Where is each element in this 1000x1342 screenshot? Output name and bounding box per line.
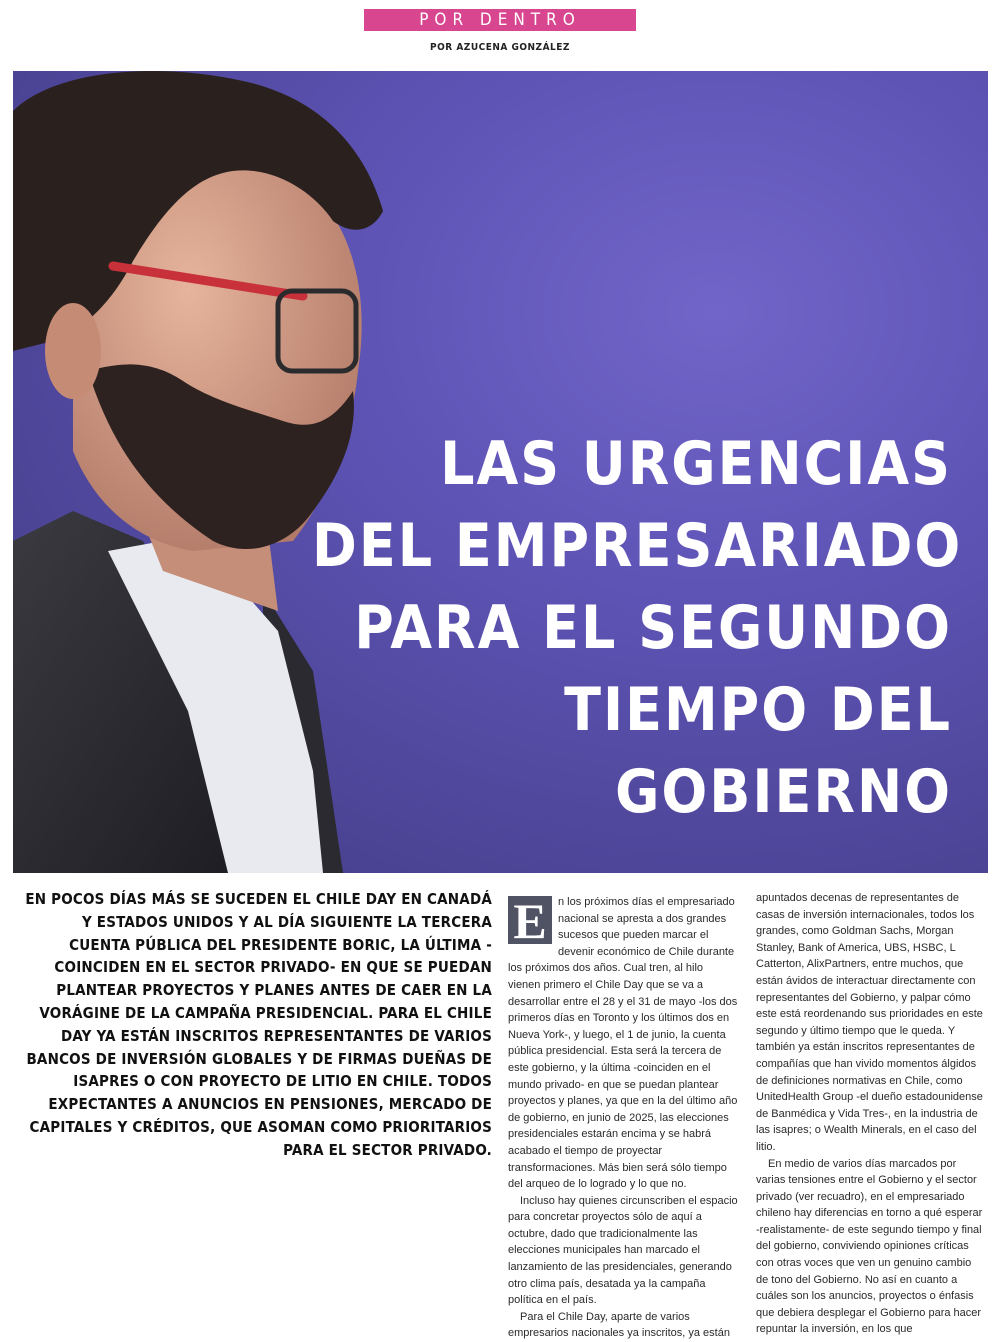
- section-tag: POR DENTRO: [364, 9, 636, 31]
- headline-line: DEL EMPRESARIADO: [312, 511, 963, 581]
- drop-cap: E: [508, 896, 552, 944]
- headline-line: TIEMPO DEL: [564, 675, 952, 745]
- hero-photo: [13, 71, 988, 873]
- byline: POR AZUCENA GONZÁLEZ: [430, 42, 570, 53]
- body-paragraph: En medio de varios días marcados por varias tensiones entre el Gobierno y el sector privado (ver recuadro), en el empresariado chileno hay diferencias en torno a qué esperar -realistamente- de este segundo tiempo y final del gobierno, conviviendo opiniones críticas con otras voces que ven un genuino cambio de tono del Gobierno. No así en cuanto a cuáles son los anuncios, proyectos o énfasis que debiera desplegar el Gobierno para hacer repuntar la inversión, en los que: [756, 1157, 983, 1336]
- body-paragraph: n los próximos días el empresariado nacional se apresta a dos grandes sucesos que pueden marcar el devenir económico de Chile durante los próximos dos años. Cual tren, al hilo vienen primero el Chile Day que se va a desarrollar entre el 28 y el 31 de mayo -los dos primeros días en Toronto y los últimos dos en Nueva York-, y luego, el 1 de junio, la cuenta pública presidencial. Esta será la tercera de este gobierno, y la última -coinciden en el mundo privado- en que se puedan plantear proyectos y planes, ya que en la del último año de gobierno, en junio de 2025, las elecciones presidenciales estarán encima y se habrá acabado el tiempo de proyectar transformaciones. Más bien será sólo tiempo del arqueo de lo logrado y lo que no.: [508, 896, 738, 1191]
- headline-line: PARA EL SEGUNDO: [354, 593, 952, 663]
- headline: [312, 423, 963, 833]
- body-paragraph: apuntados decenas de representantes de casas de inversión internacionales, todos los grandes, como Goldman Sachs, Morgan Stanley, Bank of America, UBS, HSBC, L Catterton, AlixPartners, entre muchos, que están ávidos de interactuar directamente con representantes del Gobierno, y palpar cómo este está reordenando sus prioridades en este segundo y último tiempo que le queda. Y también ya están inscritos representantes de compañías que han vivido momentos álgidos de definiciones normativas en Chile, como UnitedHealth Group -el dueño estadounidense de Banmédica y Vida Tres-, en la industria de las isapres; o Wealth Minerals, en el caso del litio.: [756, 892, 983, 1153]
- body-column-1: [508, 894, 738, 1342]
- body-paragraph: Incluso hay quienes circunscriben el espacio para concretar proyectos sólo de aquí a octubre, dado que tradicionalmente las elecciones municipales han marcado el lanzamiento de las presidenciales, generando otro clima país, desatada ya la campaña política en el país.: [508, 1194, 738, 1307]
- headline-line: GOBIERNO: [615, 757, 952, 827]
- headline-line: LAS URGENCIAS: [440, 429, 952, 499]
- body-paragraph: Para el Chile Day, aparte de varios empresarios nacionales ya inscritos, ya están: [508, 1310, 730, 1340]
- body-column-2: [756, 890, 986, 1338]
- article-deck: EN POCOS DÍAS MÁS SE SUCEDEN EL CHILE DAY EN CANADÁ Y ESTADOS UNIDOS Y AL DÍA SIGUIENTE LA TERCERA CUENTA PÚBLICA DEL PRESIDENTE BORIC, LA ÚLTIMA -COINCIDEN EN EL SECTOR PRIVADO- EN QUE SE PUEDAN PLANTEAR PROYECTOS Y PLANES ANTES DE CAER EN LA VORÁGINE DE LA CAMPAÑA PRESIDENCIAL. PARA EL CHILE DAY YA ESTÁN INSCRITOS REPRESENTANTES DE VARIOS BANCOS DE INVERSIÓN GLOBALES Y DE FIRMAS DUEÑAS DE ISAPRES O CON PROYECTO DE LITIO EN CHILE. TODOS EXPECTANTES A ANUNCIOS EN PENSIONES, MERCADO DE CAPITALES Y CRÉDITOS, QUE ASOMAN COMO PRIORITARIOS PARA EL SECTOR PRIVADO.: [25, 890, 492, 1159]
